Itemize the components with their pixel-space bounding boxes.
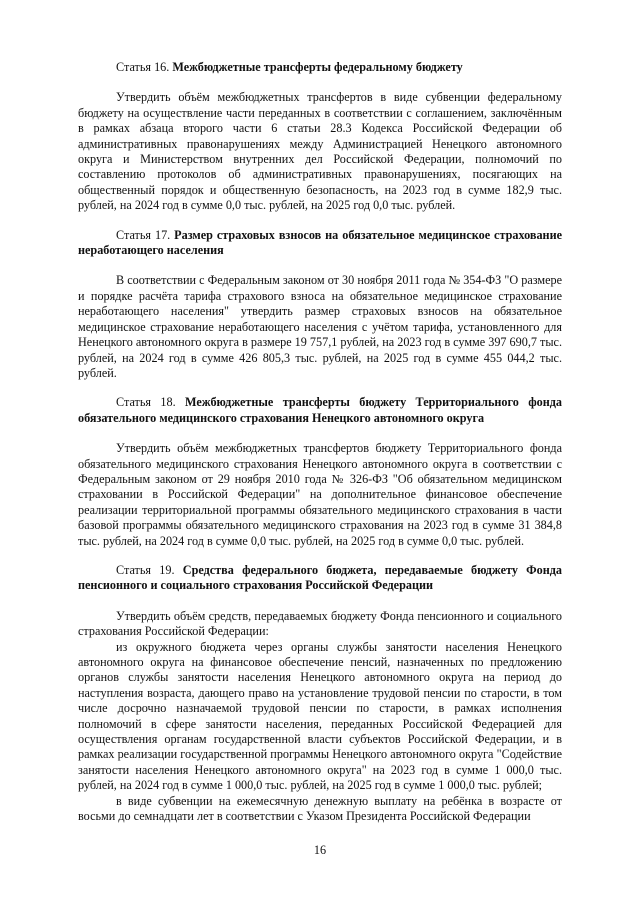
article-17-heading — [78, 228, 562, 259]
article-17-number: Статья 17. — [116, 227, 171, 242]
article-18-paragraph-1: Утвердить объём межбюджетных трансфертов бюджету Территориального фонда обязательного медицинского страхования Ненецкого автономного округа в соответствии с Федеральным законом от 29 ноября 2010 года № 326-ФЗ "Об обязательном медицинском страховании в Российской Федерации" на дополнительное финансовое обеспечение реализации территориальной программы обязательного медицинского страхования в части базовой программы обязательного медицинского страхования на 2023 год в сумме 31 384,8 тыс. рублей, на 2024 год в сумме 0,0 тыс. рублей, на 2025 год в сумме 0,0 тыс. рублей. — [78, 441, 562, 548]
document-page — [78, 60, 562, 824]
article-19-paragraph-2: из окружного бюджета через органы службы занятости населения Ненецкого автономного округа на финансовое обеспечение пенсий, назначенных по предложению органов службы занятости населения Ненецкого автономного округа на период до наступления возраста, дающего право на установление трудовой пенсии по старости, в том числе досрочно назначаемой трудовой пенсии по старости, в рамках исполнения полномочий в сфере занятости населения, переданных Российской Федерацией для осуществления органам государственной власти субъектов Российской Федерации, и в рамках реализации государственной программы Ненецкого автономного округа "Содействие занятости населения Ненецкого автономного округа" на 2023 год в сумме 1 000,0 тыс. рублей, на 2024 год в сумме 1 000,0 тыс. рублей, на 2025 год в сумме 1 000,0 тыс. рублей; — [78, 639, 562, 793]
article-18-title: Межбюджетные трансферты бюджету Территориального фонда обязательного медицинского страхования Ненецкого автономного округа — [78, 395, 563, 425]
article-16-number: Статья 16. — [116, 60, 170, 74]
page-number: 16 — [313, 843, 327, 857]
article-17-title: Размер страховых взносов на обязательное медицинское страхование неработающего населения — [78, 227, 563, 258]
article-16-title: Межбюджетные трансферты федеральному бюджету — [172, 60, 463, 74]
article-19-paragraph-1: Утвердить объём средств, передаваемых бюджету Фонда пенсионного и социального страхования Российской Федерации: — [78, 608, 562, 639]
article-17-paragraph-1: В соответствии с Федеральным законом от 30 ноября 2011 года № 354-ФЗ "О размере и порядке расчёта тарифа страхового взноса на обязательное медицинское страхование неработающего населения" утвердить размер страховых взносов на обязательное медицинское страхование неработающего населения с учётом тарифа, установленного для Ненецкого автономного округа в размере 19 757,1 рублей, на 2023 год в сумме 397 690,7 тыс. рублей, на 2024 год в сумме 426 805,3 тыс. рублей, на 2025 год в сумме 455 044,2 тыс. рублей. — [78, 273, 562, 380]
article-16-heading — [78, 60, 562, 75]
article-19-title: Средства федерального бюджета, передаваемые бюджету Фонда пенсионного и социального страхования Российской Федерации — [78, 562, 563, 593]
article-18-heading — [78, 395, 562, 426]
article-16-paragraph-1: Утвердить объём межбюджетных трансфертов в виде субвенции федеральному бюджету на осуществление части переданных в соответствии с соглашением, заключённым в рамках абзаца второго части 6 статьи 28.3 Кодекса Российской Федерации об административных правонарушениях между Администрацией Ненецкого автономного округа и Министерством внутренних дел Российской Федерации, полномочий по составлению протоколов об административных правонарушениях, посягающих на общественный порядок и общественную безопасность, на 2023 год в сумме 182,9 тыс. рублей, на 2024 год в сумме 0,0 тыс. рублей, на 2025 год 0,0 тыс. рублей. — [78, 90, 562, 213]
article-19-paragraph-3: в виде субвенции на ежемесячную денежную выплату на ребёнка в возрасте от восьми до семнадцати лет в соответствии с Указом Президента Российской Федерации — [78, 793, 562, 824]
article-19-heading — [78, 563, 562, 594]
article-18-number: Статья 18. — [116, 395, 176, 410]
article-19-number: Статья 19. — [116, 562, 175, 577]
